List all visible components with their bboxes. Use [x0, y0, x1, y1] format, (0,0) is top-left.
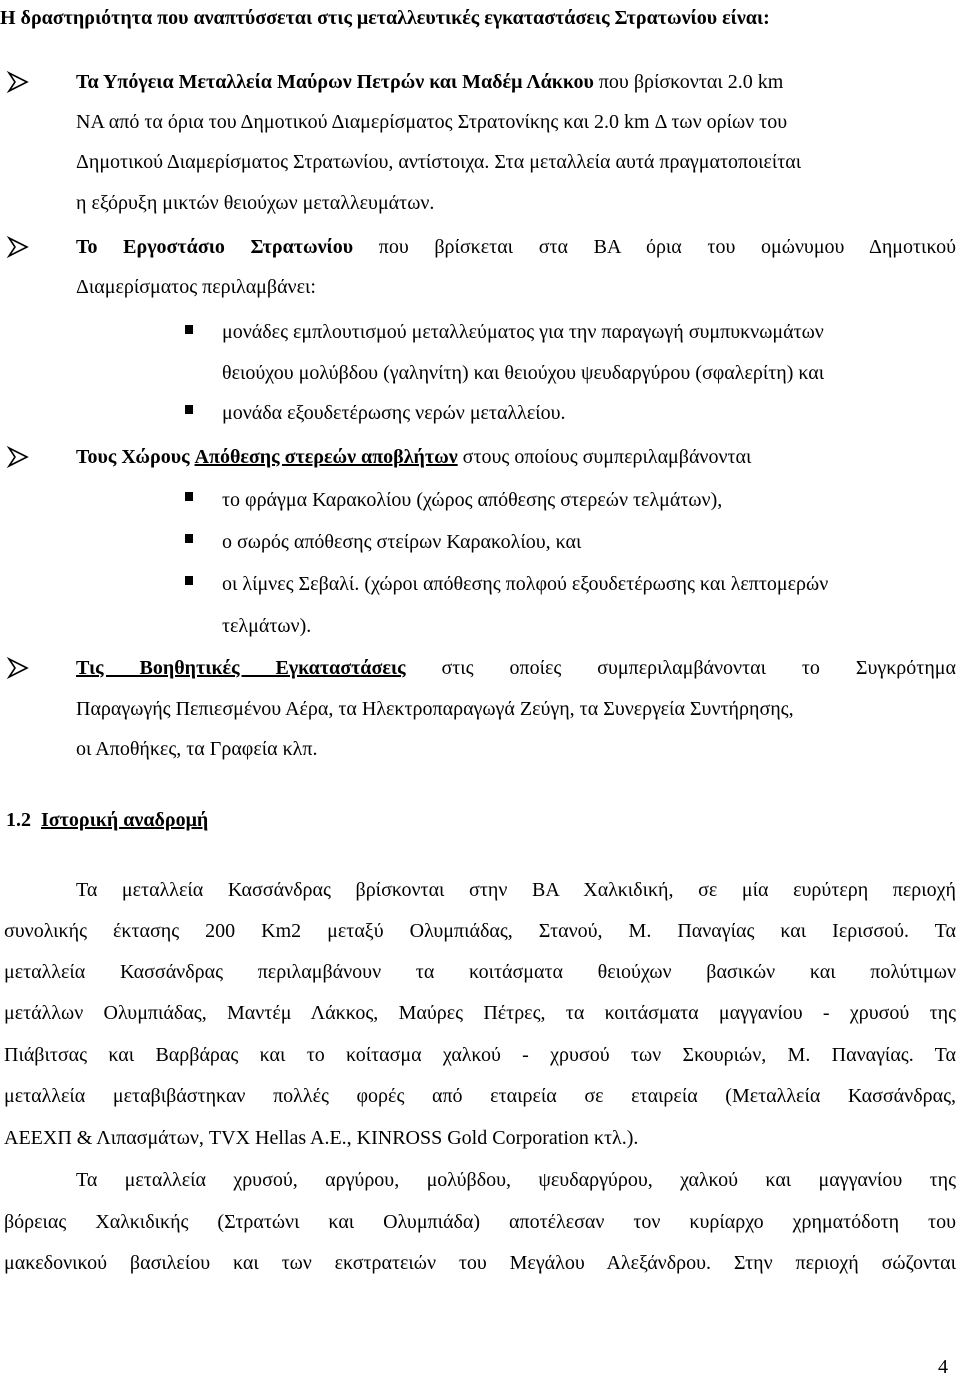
item1-rest: που βρίσκονται 2.0 km — [593, 71, 784, 93]
item4-rest: στις οποίες συμπεριλαμβάνονται το Συγκρότημα — [405, 657, 956, 679]
arrow-bullet-icon — [6, 656, 30, 680]
section-heading — [6, 808, 208, 832]
item3-sub3-line2: τελμάτων). — [222, 615, 312, 637]
para2-line: Τα μεταλλεία χρυσού, αργύρου, μολύβδου, ψευδαργύρου, χαλκού και μαγγανίου της — [76, 1169, 956, 1191]
item2-line1 — [76, 235, 956, 259]
arrow-bullet-icon — [6, 445, 30, 469]
intro-heading: Η δραστηριότητα που αναπτύσσεται στις μεταλλευτικές εγκαταστάσεις Στρατωνίου είναι: — [0, 7, 770, 29]
item4-line2: Παραγωγής Πεπιεσμένου Αέρα, τα Ηλεκτροπαραγωγά Ζεύγη, τα Συνεργεία Συντήρησης, — [76, 698, 794, 720]
item2-line2: Διαμερίσματος περιλαμβάνει: — [76, 276, 316, 298]
square-bullet-icon — [185, 576, 193, 585]
item2-rest: που βρίσκεται στα ΒΑ όρια του ομώνυμου Δημοτικού — [353, 236, 956, 258]
item2-bold: Το Εργοστάσιο Στρατωνίου — [76, 236, 354, 258]
para1-line: Πιάβιτσας και Βαρβάρας και το κοίτασμα χαλκού - χρυσού των Σκουριών, Μ. Παναγίας. Τα — [4, 1044, 956, 1066]
item1-line2: ΝΑ από τα όρια του Δημοτικού Διαμερίσματος Στρατονίκης και 2.0 km Δ των ορίων του — [76, 111, 788, 133]
para1-line: μεταλλεία Κασσάνδρας περιλαμβάνουν τα κοιτάσματα θειούχων βασικών και πολύτιμων — [4, 961, 956, 983]
item1-bold: Τα Υπόγεια Μεταλλεία Μαύρων Πετρών και Μαδέμ Λάκκου — [76, 71, 594, 93]
para1-line: Τα μεταλλεία Κασσάνδρας βρίσκονται στην ΒΑ Χαλκιδική, σε μία ευρύτερη περιοχή — [76, 879, 956, 901]
item1-line3: Δημοτικού Διαμερίσματος Στρατωνίου, αντίστοιχα. Στα μεταλλεία αυτά πραγματοποιείται — [76, 151, 802, 173]
item4-line1 — [76, 656, 956, 680]
item4-line3: οι Αποθήκες, τα Γραφεία κλπ. — [76, 738, 318, 760]
arrow-bullet-icon — [6, 235, 30, 259]
para1-line: ΑΕΕΧΠ & Λιπασμάτων, TVX Hellas A.E., KINROSS Gold Corporation κτλ.). — [4, 1127, 639, 1149]
item2-sub1-line2: θειούχου μολύβδου (γαληνίτη) και θειούχου ψευδαργύρου (σφαλερίτη) και — [222, 362, 825, 384]
para1-line: συνολικής έκτασης 200 Km2 μεταξύ Ολυμπιάδας, Στανού, Μ. Παναγίας και Ιερισσού. Τα — [4, 920, 956, 942]
item3-bold-a: Τους Χώρους — [76, 446, 190, 468]
item1-line4: η εξόρυξη μικτών θειούχων μεταλλευμάτων. — [76, 192, 435, 214]
page-number: 4 — [938, 1356, 948, 1378]
section-number: 1.2 — [6, 809, 31, 831]
item2-sub1-line1: μονάδες εμπλουτισμού μεταλλεύματος για την παραγωγή συμπυκνωμάτων — [222, 321, 824, 343]
para2-line: βόρειας Χαλκιδικής (Στρατώνι και Ολυμπιάδα) αποτέλεσαν τον κυρίαρχο χρηματόδοτη του — [4, 1211, 956, 1233]
item2-sub2: μονάδα εξουδετέρωσης νερών μεταλλείου. — [222, 402, 566, 424]
item3-sub1: το φράγμα Καρακολίου (χώρος απόθεσης στερεών τελμάτων), — [222, 489, 723, 511]
item3-bold-b: Απόθεσης στερεών αποβλήτων — [194, 446, 458, 468]
item1-line1 — [76, 70, 783, 94]
square-bullet-icon — [185, 405, 193, 414]
item3-line1 — [76, 445, 751, 469]
arrow-bullet-icon — [6, 70, 30, 94]
square-bullet-icon — [185, 534, 193, 543]
item4-bold: Τις Βοηθητικές Εγκαταστάσεις — [76, 657, 406, 679]
para2-line: μακεδονικού βασιλείου και των εκστρατειών του Μεγάλου Αλεξάνδρου. Στην περιοχή σώζονται — [4, 1252, 956, 1274]
item3-rest: στους οποίους συμπεριλαμβάνονται — [457, 446, 752, 468]
section-title: Ιστορική αναδρομή — [41, 809, 209, 831]
para1-line: μετάλλων Ολυμπιάδας, Μαντέμ Λάκκος, Μαύρες Πέτρες, τα κοιτάσματα μαγγανίου - χρυσού της — [4, 1002, 956, 1024]
square-bullet-icon — [185, 325, 193, 334]
para1-line: μεταλλεία μεταβιβάστηκαν πολλές φορές από εταιρεία σε εταιρεία (Μεταλλεία Κασσάνδρας, — [4, 1085, 956, 1107]
item3-sub2: ο σωρός απόθεσης στείρων Καρακολίου, και — [222, 531, 582, 553]
item3-sub3-line1: οι λίμνες Σεβαλί. (χώροι απόθεσης πολφού εξουδετέρωσης και λεπτομερών — [222, 573, 829, 595]
square-bullet-icon — [185, 492, 193, 501]
